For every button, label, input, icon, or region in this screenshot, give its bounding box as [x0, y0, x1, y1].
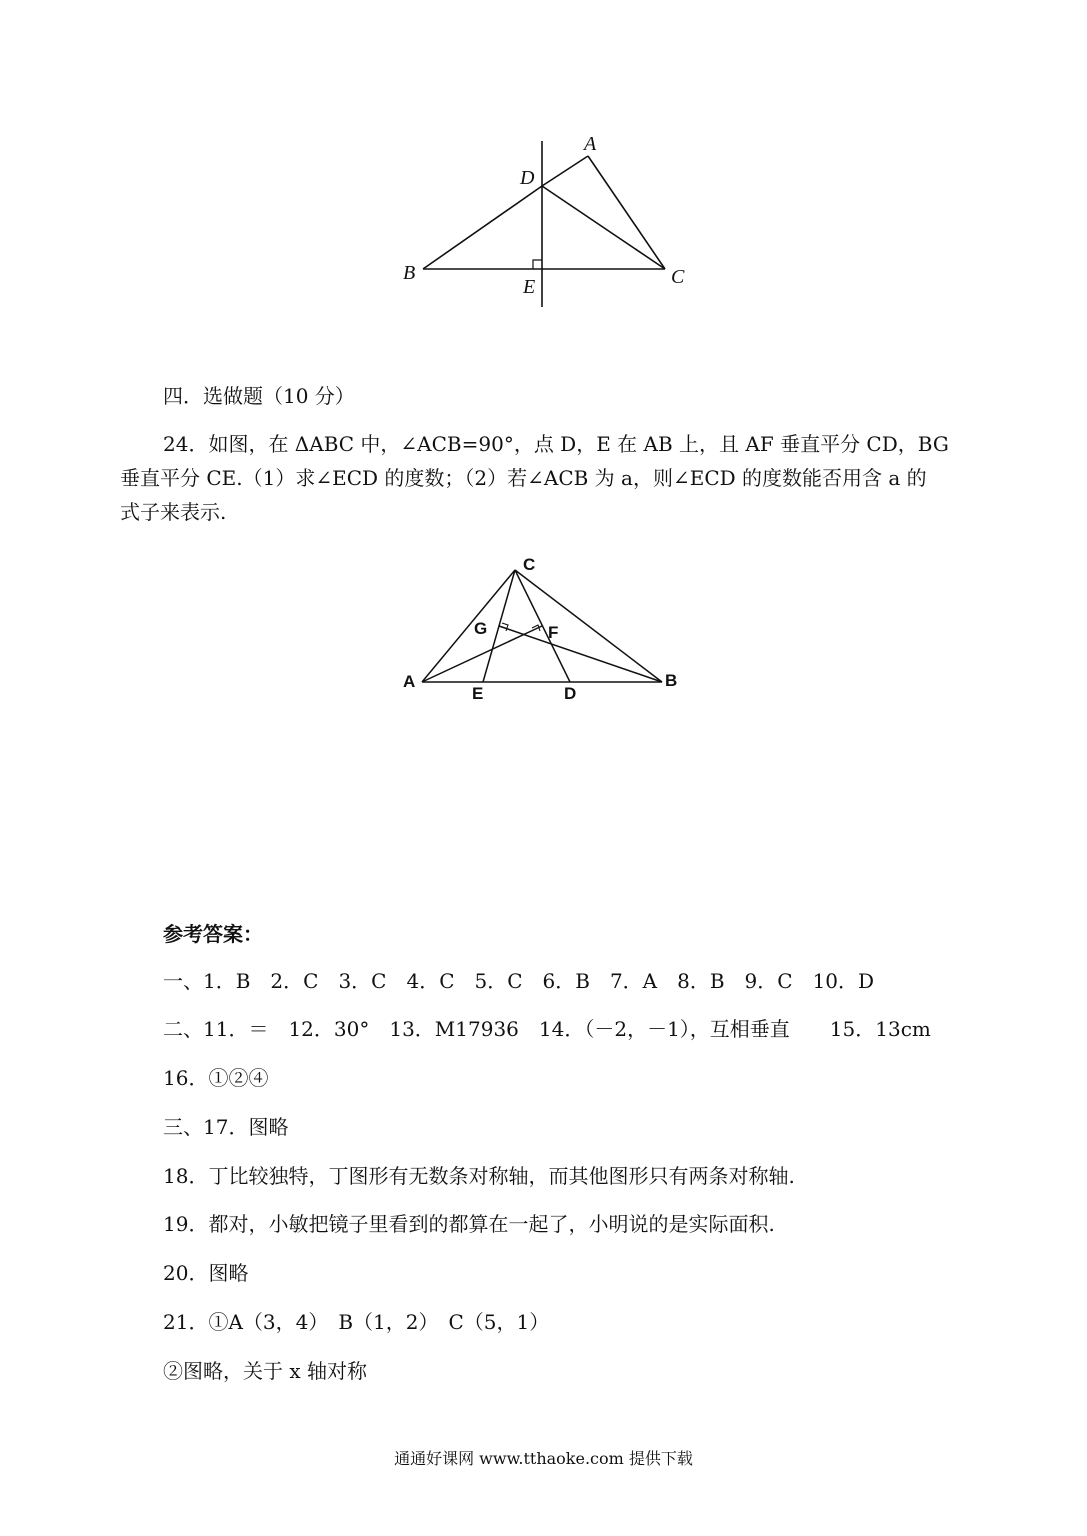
label-e: E [472, 684, 484, 703]
label-f: F [548, 623, 559, 642]
label-g: G [474, 619, 488, 638]
label-c: C [523, 555, 536, 574]
figure-triangle-perpendicular [390, 125, 710, 315]
problem-24-line2: 垂直平分 CE.（1）求∠ECD 的度数；（2）若∠ACB 为 a，则∠ECD 的度数能否用含 a 的 [120, 466, 927, 490]
segment-bd [423, 186, 542, 269]
section-heading: 四．选做题（10 分） [163, 384, 355, 408]
answer-line-5: 18．丁比较独特，丁图形有无数条对称轴，而其他图形只有两条对称轴. [163, 1164, 795, 1188]
answer-line-1: 一、1．B 2．C 3．C 4．C 5．C 6．B 7．A 8．B 9．C 10．D [163, 969, 875, 993]
answer-line-6: 19．都对，小敏把镜子里看到的都算在一起了，小明说的是实际面积. [163, 1212, 775, 1236]
footer-credit: 通通好课网 www.tthaoke.com 提供下载 [394, 1449, 693, 1468]
segment-bg [499, 626, 662, 682]
label-a: A [403, 672, 416, 691]
segment-ac [588, 156, 665, 269]
label-b: B [403, 262, 416, 284]
figure-triangle-abc [395, 548, 695, 708]
label-b: B [665, 671, 678, 690]
segment-da [542, 156, 588, 186]
label-e: E [523, 276, 536, 298]
answers-heading: 参考答案： [163, 922, 263, 946]
segment-dc [542, 186, 665, 269]
label-d: D [520, 167, 535, 189]
answer-line-3: 16．①②④ [163, 1066, 269, 1090]
answer-line-8: 21．①A（3，4） B（1，2） C（5，1） [163, 1310, 550, 1334]
right-angle-mark [533, 260, 542, 269]
problem-24-line1: 24．如图，在 ΔABC 中，∠ACB=90°，点 D，E 在 AB 上，且 AF 垂直平分 CD，BG [163, 432, 949, 456]
label-a: A [584, 133, 597, 155]
answer-line-2: 二、11．＝ 12．30° 13．M17936 14．（－2，－1），互相垂直 15．13cm [163, 1017, 931, 1041]
answer-line-9: ②图略，关于 x 轴对称 [163, 1359, 367, 1383]
problem-24-line3: 式子来表示. [120, 500, 227, 524]
label-d: D [564, 684, 577, 703]
problem-24-text [120, 427, 980, 529]
answer-line-7: 20．图略 [163, 1261, 249, 1285]
label-c: C [671, 266, 685, 288]
segment-cd [515, 570, 570, 682]
answer-line-4: 三、17．图略 [163, 1115, 289, 1139]
